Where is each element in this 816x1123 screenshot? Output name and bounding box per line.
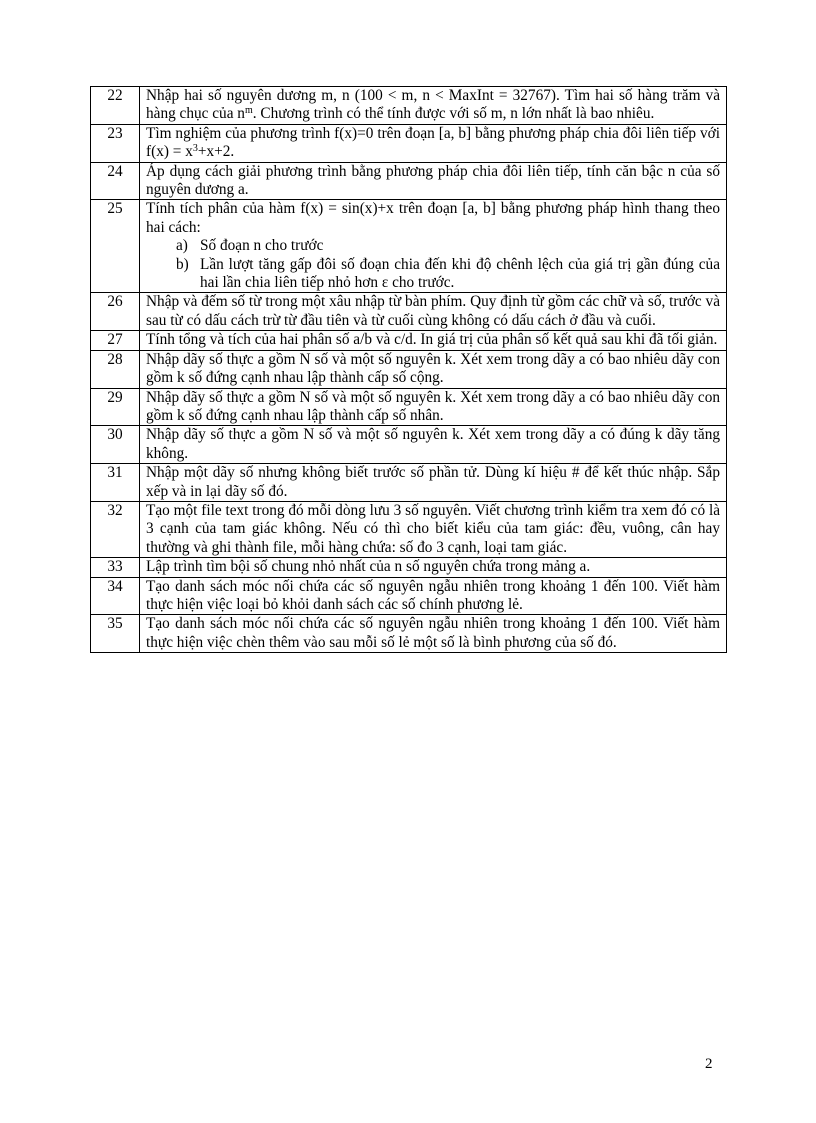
- exercise-number: 28: [91, 350, 140, 388]
- table-row: [91, 350, 727, 388]
- exercise-number: 29: [91, 388, 140, 426]
- table-row: [91, 200, 727, 293]
- table-row: [91, 464, 727, 502]
- exercise-text: [140, 200, 727, 293]
- exercise-superscript: 3: [192, 143, 198, 155]
- sub-item-text: Số đoạn n cho trước: [200, 237, 324, 255]
- exercise-text: Nhập dãy số thực a gồm N số và một số nguyên k. Xét xem trong dãy a có đúng k dãy tăng không.: [140, 426, 727, 464]
- table-row: [91, 558, 727, 577]
- table-row: [91, 615, 727, 653]
- exercise-text: Tạo một file text trong đó mỗi dòng lưu 3 số nguyên. Viết chương trình kiểm tra xem đó có là 3 cạnh của tam giác không. Nếu có thì cho biết kiểu của tam giác: đều, vuông, cân hay thường và ghi thành file, mỗi hàng chứa: số đo 3 cạnh, loại tam giác.: [140, 501, 727, 557]
- exercise-number: 32: [91, 501, 140, 557]
- table-row: [91, 293, 727, 331]
- page-number: 2: [705, 1056, 713, 1072]
- exercise-text: Tạo danh sách móc nối chứa các số nguyên ngẫu nhiên trong khoảng 1 đến 100. Viết hàm thực hiện việc chèn thêm vào sau mỗi số lẻ một số là bình phương của số đó.: [140, 615, 727, 653]
- exercise-text: [140, 87, 727, 125]
- exercise-text-intro: Tính tích phân của hàm f(x) = sin(x)+x trên đoạn [a, b] bằng phương pháp hình thang theo hai cách:: [146, 200, 720, 236]
- exercise-number: 33: [91, 558, 140, 577]
- table-row: [91, 331, 727, 350]
- table-row: [91, 162, 727, 200]
- exercise-number: 26: [91, 293, 140, 331]
- table-row: [91, 426, 727, 464]
- exercise-superscript: m: [244, 105, 253, 117]
- exercise-text-part: Tìm nghiệm của phương trình f(x)=0 trên đoạn [a, b] bằng phương pháp chia đôi liên tiếp với f(x) = x: [146, 124, 720, 161]
- exercise-text: Tạo danh sách móc nối chứa các số nguyên ngẫu nhiên trong khoảng 1 đến 100. Viết hàm thực hiện việc loại bỏ khỏi danh sách các số chính phương lẻ.: [140, 577, 727, 615]
- table-row: [91, 501, 727, 557]
- exercise-text: [140, 124, 727, 162]
- exercise-text: Áp dụng cách giải phương trình bằng phương pháp chia đôi liên tiếp, tính căn bậc n của số nguyên dương a.: [140, 162, 727, 200]
- exercise-number: 30: [91, 426, 140, 464]
- exercise-number: 24: [91, 162, 140, 200]
- exercise-number: 31: [91, 464, 140, 502]
- table-row: [91, 124, 727, 162]
- sub-item-marker: a): [176, 237, 188, 255]
- sub-item: [176, 237, 720, 255]
- table-row: [91, 87, 727, 125]
- exercise-table: [90, 86, 727, 653]
- exercise-text-part: . Chương trình có thể tính được với số m, n lớn nhất là bao nhiêu.: [252, 105, 655, 123]
- exercise-text: Lập trình tìm bội số chung nhỏ nhất của n số nguyên chứa trong mảng a.: [140, 558, 727, 577]
- sub-item-text: Lần lượt tăng gấp đôi số đoạn chia đến khi độ chênh lệch của giá trị gần đúng của hai lần chia liên tiếp nhỏ hơn ε cho trước.: [200, 255, 720, 292]
- sub-item-marker: b): [176, 255, 189, 273]
- exercise-text-part: Nhập hai số nguyên dương m, n (100 < m, n < MaxInt = 32767). Tìm hai số hàng trăm và hàng chục của n: [146, 87, 720, 123]
- table-row: [91, 388, 727, 426]
- exercise-number: 35: [91, 615, 140, 653]
- sub-item-list: [146, 237, 720, 292]
- exercise-text: Nhập dãy số thực a gồm N số và một số nguyên k. Xét xem trong dãy a có bao nhiêu dãy con gồm k số đứng cạnh nhau lập thành cấp số nhân.: [140, 388, 727, 426]
- exercise-text: Nhập một dãy số nhưng không biết trước số phần tử. Dùng kí hiệu # để kết thúc nhập. Sắp xếp và in lại dãy số đó.: [140, 464, 727, 502]
- sub-item: [176, 256, 720, 293]
- table-row: [91, 577, 727, 615]
- exercise-text: Tính tổng và tích của hai phân số a/b và c/d. In giá trị của phân số kết quả sau khi đã tối giản.: [140, 331, 727, 350]
- exercise-text: Nhập và đếm số từ trong một xâu nhập từ bàn phím. Quy định từ gồm các chữ và số, trước và sau từ có dấu cách trừ từ đầu tiên và từ cuối cùng không có dấu cách ở đầu và cuối.: [140, 293, 727, 331]
- exercise-number: 34: [91, 577, 140, 615]
- exercise-number: 25: [91, 200, 140, 293]
- exercise-text-part: +x+2.: [197, 143, 235, 161]
- exercise-number: 27: [91, 331, 140, 350]
- exercise-number: 23: [91, 124, 140, 162]
- exercise-number: 22: [91, 87, 140, 125]
- exercise-text: Nhập dãy số thực a gồm N số và một số nguyên k. Xét xem trong dãy a có bao nhiêu dãy con gồm k số đứng cạnh nhau lập thành cấp số cộng.: [140, 350, 727, 388]
